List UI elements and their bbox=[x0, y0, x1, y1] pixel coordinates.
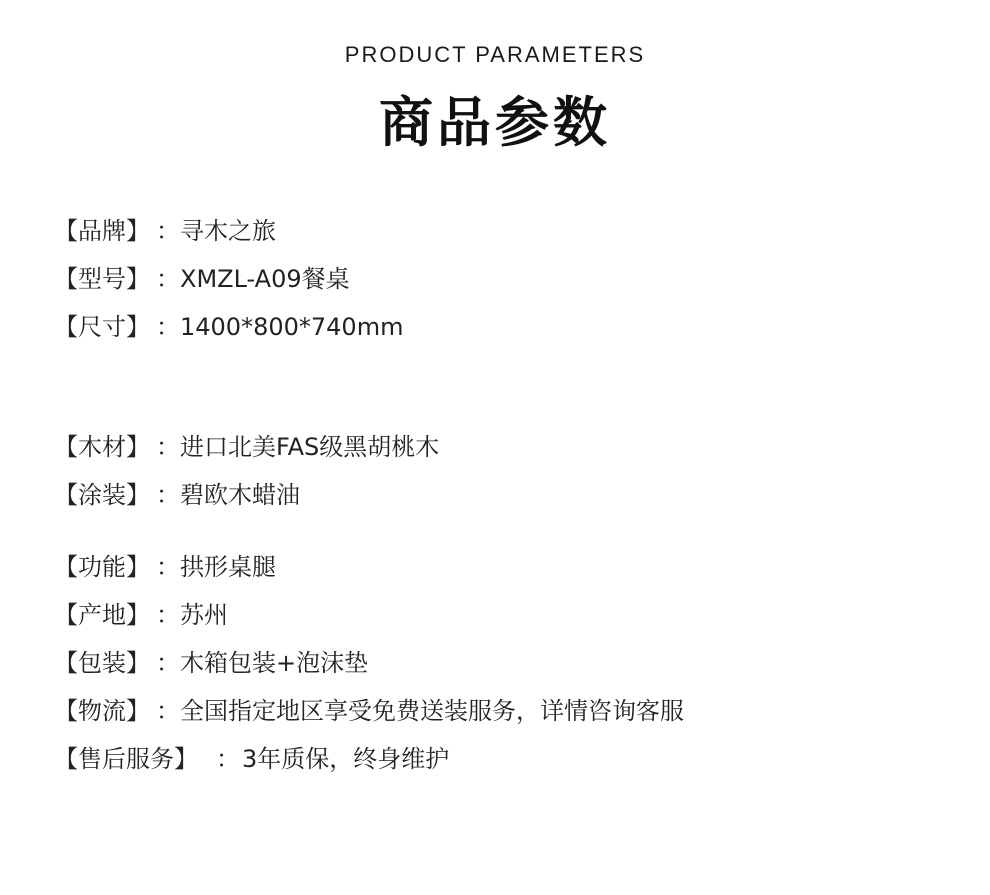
param-value: 寻木之旅 bbox=[180, 217, 276, 245]
param-row-logistics bbox=[54, 694, 684, 728]
param-row-size bbox=[54, 310, 403, 344]
param-value: 全国指定地区享受免费送装服务，详情咨询客服 bbox=[180, 697, 684, 725]
param-value: 碧欧木蜡油 bbox=[180, 481, 300, 509]
param-separator: ： bbox=[156, 433, 180, 461]
param-separator: ： bbox=[156, 481, 180, 509]
param-value: 进口北美FAS级黑胡桃木 bbox=[180, 433, 440, 461]
param-value: 拱形桌腿 bbox=[180, 553, 276, 581]
param-label: 【物流】 bbox=[54, 697, 150, 725]
param-row-packaging bbox=[54, 646, 368, 680]
param-value: 苏州 bbox=[180, 601, 228, 629]
param-label: 【尺寸】 bbox=[54, 313, 150, 341]
param-separator: ： bbox=[156, 217, 180, 245]
param-separator: ： bbox=[156, 553, 180, 581]
param-row-origin bbox=[54, 598, 228, 632]
param-value: 1400*800*740mm bbox=[180, 313, 404, 341]
param-separator: ： bbox=[156, 601, 180, 629]
param-separator: ： bbox=[216, 745, 240, 773]
param-value: 3年质保，终身维护 bbox=[242, 745, 450, 773]
param-label: 【功能】 bbox=[54, 553, 150, 581]
param-separator: ： bbox=[156, 697, 180, 725]
param-label: 【品牌】 bbox=[54, 217, 150, 245]
param-separator: ： bbox=[156, 265, 180, 293]
param-separator: ： bbox=[156, 313, 180, 341]
param-row-model bbox=[54, 262, 350, 296]
param-value: 木箱包装+泡沫垫 bbox=[180, 649, 369, 677]
param-row-coating bbox=[54, 478, 300, 512]
param-row-brand bbox=[54, 214, 276, 248]
param-label: 【型号】 bbox=[54, 265, 150, 293]
param-row-after-sales bbox=[54, 742, 449, 776]
param-label: 【售后服务】 bbox=[54, 745, 198, 773]
param-row-wood bbox=[54, 430, 439, 464]
param-label: 【涂装】 bbox=[54, 481, 150, 509]
param-label: 【包装】 bbox=[54, 649, 150, 677]
param-separator: ： bbox=[156, 649, 180, 677]
param-label: 【木材】 bbox=[54, 433, 150, 461]
param-label: 【产地】 bbox=[54, 601, 150, 629]
page-title: 商品参数 bbox=[379, 91, 611, 154]
param-row-function bbox=[54, 550, 276, 584]
subtitle-english: PRODUCT PARAMETERS bbox=[344, 42, 646, 67]
param-value: XMZL-A09餐桌 bbox=[180, 265, 350, 293]
